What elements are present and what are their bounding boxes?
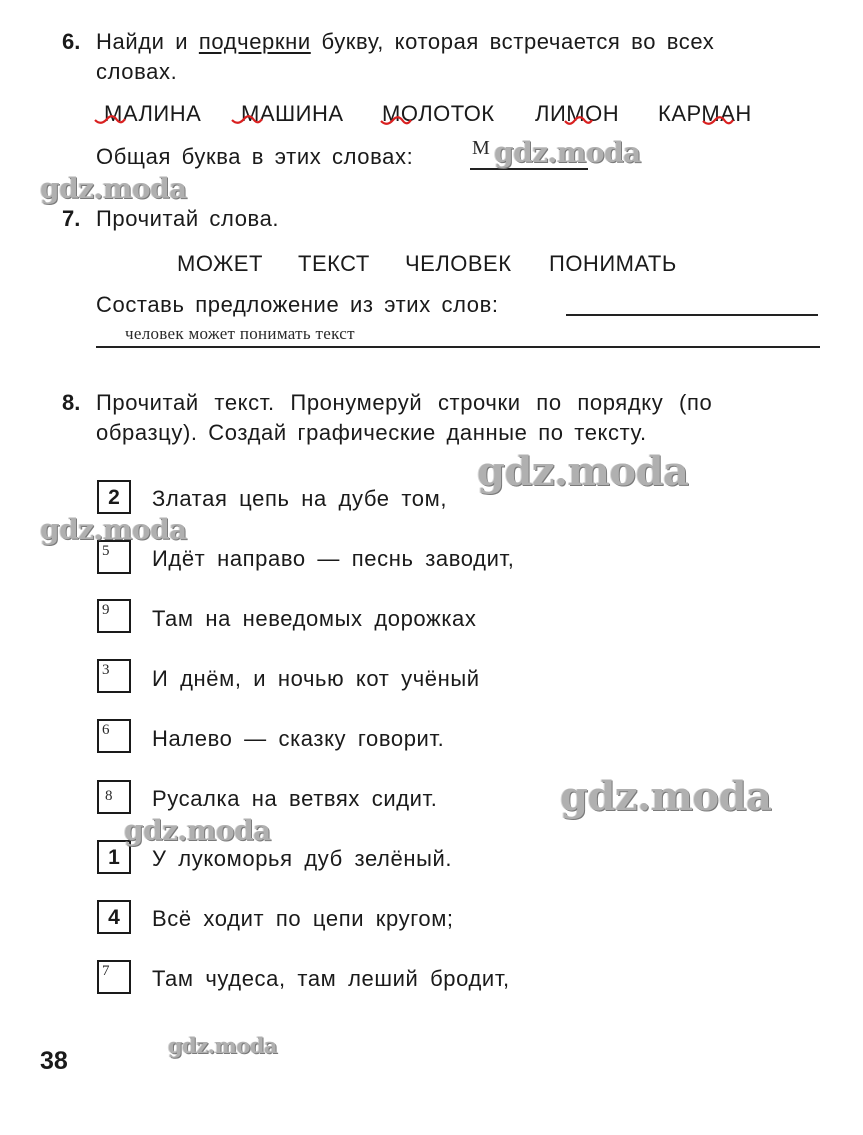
task-7-answer: человек может понимать текст bbox=[125, 324, 355, 343]
red-underline-marks bbox=[0, 0, 863, 140]
word-mashina: МАШИНА bbox=[241, 101, 344, 126]
box-number: 2 bbox=[108, 486, 120, 509]
box-number: 1 bbox=[108, 846, 120, 869]
verse-line: Там чудеса, там леший бродит, bbox=[152, 966, 510, 991]
number-box[interactable] bbox=[97, 599, 131, 633]
watermark: gdz.moda bbox=[40, 172, 187, 205]
number-box[interactable] bbox=[97, 480, 131, 514]
verse-line: Там на неведомых дорожках bbox=[152, 606, 477, 631]
box-number: 3 bbox=[102, 662, 110, 678]
watermark: gdz.moda bbox=[477, 448, 689, 495]
number-box[interactable] bbox=[97, 780, 131, 814]
verse-line: Всё ходит по цепи кругом; bbox=[152, 906, 454, 931]
task-8-instruction-line2: образцу). Создай графические данные по тексту. bbox=[96, 420, 647, 445]
number-box[interactable] bbox=[97, 659, 131, 693]
box-number: 6 bbox=[102, 722, 110, 738]
watermark: gdz.moda bbox=[40, 513, 187, 546]
task-6-instr-underlined: подчеркни bbox=[198, 29, 311, 54]
verse-line: И днём, и ночью кот учёный bbox=[152, 666, 480, 691]
task-7-answer-line-1 bbox=[566, 314, 818, 316]
word-tekst: ТЕКСТ bbox=[298, 251, 370, 276]
verse-line: Златая цепь на дубе том, bbox=[152, 486, 448, 511]
task-6-instr-a: Найди и bbox=[96, 29, 189, 54]
verse-line: Идёт направо — песнь заводит, bbox=[152, 546, 515, 571]
task-7-instruction: Прочитай слова. bbox=[96, 206, 280, 231]
word-ponimat: ПОНИМАТЬ bbox=[549, 251, 677, 276]
task-6-answer-label: Общая буква в этих словах: bbox=[96, 144, 414, 169]
task-7-number: 7. bbox=[62, 206, 81, 231]
word-chelovek: ЧЕЛОВЕК bbox=[405, 251, 512, 276]
box-number: 5 bbox=[102, 543, 110, 559]
box-number: 7 bbox=[102, 963, 110, 979]
task-7-answer-line-2 bbox=[96, 346, 820, 348]
word-limon: ЛИМОН bbox=[535, 101, 620, 126]
verse-line: Налево — сказку говорит. bbox=[152, 726, 445, 751]
task-6-answer-value: М bbox=[472, 137, 490, 159]
number-box[interactable] bbox=[97, 960, 131, 994]
word-molotok: МОЛОТОК bbox=[382, 101, 495, 126]
number-box[interactable] bbox=[97, 900, 131, 934]
box-number: 4 bbox=[108, 906, 120, 929]
verse-line: У лукоморья дуб зелёный. bbox=[152, 846, 453, 871]
task-8-number: 8. bbox=[62, 390, 81, 415]
task-6-instr-c: букву, которая встречается во всех bbox=[321, 29, 715, 54]
task-6-instruction-line2: словах. bbox=[96, 59, 178, 84]
watermark: gdz.moda bbox=[560, 773, 772, 820]
task-8-instruction-line1: Прочитай текст. Пронумеруй строчки по порядку (по bbox=[96, 390, 713, 415]
watermark: gdz.moda bbox=[124, 814, 271, 847]
task-6-number: 6. bbox=[62, 29, 81, 54]
word-mozhet: МОЖЕТ bbox=[177, 251, 263, 276]
word-karman: КАРМАН bbox=[658, 101, 752, 126]
watermark: gdz.moda bbox=[494, 136, 641, 169]
task-7-compose-label: Составь предложение из этих слов: bbox=[96, 292, 499, 317]
page-number: 38 bbox=[40, 1047, 68, 1075]
number-box[interactable] bbox=[97, 719, 131, 753]
word-malina: МАЛИНА bbox=[104, 101, 202, 126]
box-number: 8 bbox=[105, 788, 113, 804]
box-number: 9 bbox=[102, 602, 110, 618]
verse-line: Русалка на ветвях сидит. bbox=[152, 786, 438, 811]
watermark: gdz.moda bbox=[168, 1033, 278, 1058]
